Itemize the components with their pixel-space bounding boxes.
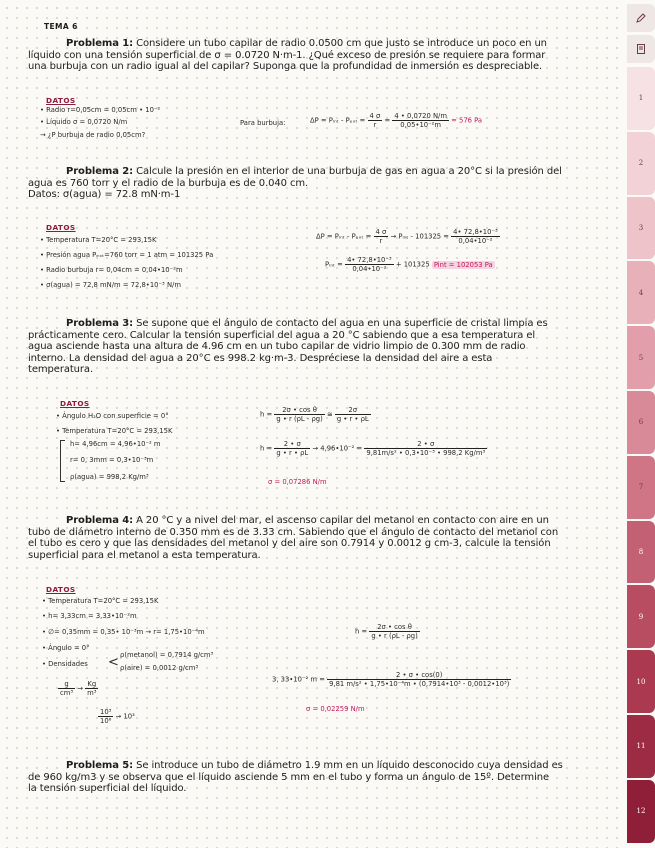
section-tab-10[interactable] <box>627 650 655 713</box>
document-icon[interactable] <box>627 35 655 63</box>
tab-number: 4 <box>638 288 644 297</box>
tab-number: 3 <box>638 223 644 232</box>
problem-2-line: agua es 760 torr y el radio de la burbuja es de 0.040 cm. <box>28 177 309 189</box>
problem-4-line: tubo de diámetro interno de 0.350 mm es de 3.33 cm. Sabiendo que el ángulo de contacto del metanol con <box>28 526 559 538</box>
section-tab-8[interactable] <box>627 521 655 584</box>
datum: → ¿P burbuja de radio 0,05cm? <box>40 131 146 139</box>
problem-3-line: interno. La densidad del agua a 20°C es 998.2 kg·m-3. Despréciese la densidad del aire a esta <box>28 352 493 364</box>
section-tab-5[interactable] <box>627 326 655 389</box>
result-highlight: Pint = 102053 Pa <box>433 260 493 269</box>
datum: h= 4,96cm = 4,96•10⁻² m <box>70 440 161 448</box>
datos-heading: DATOS <box>46 585 76 594</box>
problem-3-equation-2: h = $\frac{2 • \sigma}{g • r • \rho L}$ → 4,96•10⁻² = $\frac{2 • \sigma}{\text{9,81m/s² • 0,3•10⁻³ • 998,2 Kg/m³}}$ <box>260 440 486 457</box>
problem-1-line: Considere un tubo capilar de radio 0.0500 cm que justo se introduce un poco en un <box>136 38 547 49</box>
datos-heading: DATOS <box>46 223 76 232</box>
datum: • σ(agua) = 72,8 mN/m = 72,8•10⁻³ N/m <box>40 281 181 289</box>
result-highlight: σ = 0,02259 N/m <box>306 705 365 713</box>
problem-3-title: Problema 3: <box>66 318 134 329</box>
problem-3-equation-1: h = $\frac{\text{2σ • cos θ}}{g • r (\rho L - \rho g)}$ ≅ $\frac{2\sigma}{g • r • \rho L}$ <box>260 406 369 423</box>
datum: • Radio r=0,05cm = 0,05cm • 10⁻² <box>40 106 161 114</box>
unit-conversion-2: $\frac{\text{10³}}{\text{10⁶}}$ → 10³ <box>100 708 135 725</box>
section-tab-11[interactable] <box>627 715 655 778</box>
datum: r= 0, 3mm = 0,3•10⁻³m <box>70 456 154 464</box>
tab-number: 1 <box>638 94 644 103</box>
problem-1-title: Problema 1: <box>66 38 134 49</box>
tab-number: 9 <box>638 612 644 621</box>
datum: • Temperatura T=20°C = 293,15K <box>42 597 159 605</box>
datos-heading: DATOS <box>46 96 76 105</box>
datum: ρ(metanol) = 0,7914 g/cm³ <box>120 651 214 659</box>
section-tab-4[interactable] <box>627 261 655 324</box>
problem-4-equation-1: h = $\frac{\text{2σ • cos θ}}{g • r (\rho L - \rho g)}$ <box>355 623 418 640</box>
problem-3-line: Se supone que el ángulo de contacto del agua en una superficie de cristal limpia es <box>136 318 548 329</box>
tema-title: TEMA 6 <box>44 22 78 31</box>
datum: • Temperatura T=20°C = 293,15K <box>56 427 173 435</box>
datum: • h= 3,33cm = 3,33•10⁻²m <box>42 612 137 620</box>
datum: • Ángulo = 0° <box>42 644 90 652</box>
problem-4-statement <box>28 515 618 561</box>
section-tab-12[interactable] <box>627 780 655 843</box>
section-tabs <box>625 0 655 848</box>
bracket <box>60 440 65 482</box>
tab-number: 10 <box>636 677 646 686</box>
problem-4-title: Problema 4: <box>66 515 134 526</box>
section-tab-2[interactable] <box>627 132 655 195</box>
datum: • Líquido σ = 0,0720 N/m <box>40 118 128 126</box>
problem-5-line: de 960 kg/m3 y se observa que el líquido asciende 5 mm en el tubo y forma un ángulo de 15º. Determine <box>28 771 550 783</box>
problem-1-statement <box>28 38 618 73</box>
problem-2-line: Calcule la presión en el interior de una burbuja de gas en agua a 20°C si la presión del <box>136 166 562 177</box>
section-tab-7[interactable] <box>627 456 655 519</box>
problem-4-line: superficial para el metanol a esta temperatura. <box>28 549 261 561</box>
problem-5-title: Problema 5: <box>66 760 134 771</box>
tab-number: 2 <box>638 159 644 168</box>
datum: • Densidades <box>42 660 88 668</box>
section-tab-1[interactable] <box>627 67 655 130</box>
section-tab-6[interactable] <box>627 391 655 454</box>
datum: • ∅= 0,35mm = 0,35• 10⁻³m → r= 1,75•10⁻⁴m <box>42 628 205 636</box>
tab-number: 8 <box>638 547 644 556</box>
problem-2-equation-2: Pᵢₙₜ = $\frac{\text{4• 72,8•10⁻³}}{\text{0,04•10⁻²}}$ + 101325 Pint = 102053 Pa <box>325 256 493 273</box>
problem-3-line: prácticamente cero. Calcular la tensión superficial del agua a 20 °C sabiendo que a esa temperatura el <box>28 329 536 341</box>
problem-1-line: líquido con una tensión superficial de σ = 0.0720 N·m-1. ¿Qué exceso de presión se requiere para formar <box>28 49 546 61</box>
datum: ρ(aire) = 0,0012 g/cm³ <box>120 664 199 672</box>
problem-2-line: Datos: σ(agua) = 72.8 mN·m-1 <box>28 189 181 201</box>
problem-1-line: una burbuja con un radio igual al del capilar? Suponga que la profundidad de inmersión es despreciable. <box>28 61 543 73</box>
problem-3-line: agua asciende hasta una altura de 4.96 cm en un tubo capilar de vidrio limpio de 0.300 mm de radio <box>28 341 526 353</box>
tab-number: 5 <box>638 353 644 362</box>
problem-2-statement <box>28 166 618 201</box>
problem-2-title: Problema 2: <box>66 166 134 177</box>
problem-1-equation: ΔP = Pᵢₙₜ - Pₑₓₜ = $\frac{4 \sigma}{r}$ = $\frac{4 • 0,0720 N/m}{\text{0,05•10⁻²m}}$ = 576 Pa <box>310 112 483 129</box>
datum: • Temperatura T=20°C = 293,15K <box>40 236 157 244</box>
datum: • Ángulo H₂O con superficie = 0° <box>56 412 169 420</box>
section-tab-3[interactable] <box>627 197 655 260</box>
problem-2-equation-1: ΔP = Pᵢₙₜ - Pₑₓₜ = $\frac{4 \sigma}{r}$ → Pᵢₙₜ - 101325 = $\frac{\text{4• 72,8•10⁻³}}{\text{0,04•10⁻²}}$ <box>316 228 498 245</box>
problem-5-line: Se introduce un tubo de diámetro 1.9 mm en un líquido desconocido cuya densidad es <box>136 760 563 771</box>
datum: • Presión agua Pₑₓₜ=760 torr = 1 atm = 101325 Pa <box>40 251 214 259</box>
tab-number: 6 <box>638 418 644 427</box>
result-highlight: = 576 Pa <box>451 116 483 125</box>
datum: • Radio burbuja r= 0,04cm = 0,04•10⁻²m <box>40 266 183 274</box>
result-highlight: σ = 0,07286 N/m <box>268 478 327 486</box>
tab-number: 11 <box>636 742 646 751</box>
section-tab-9[interactable] <box>627 585 655 648</box>
problem-5-statement <box>28 760 618 795</box>
problem-5-line: la tensión superficial del líquido. <box>28 783 187 795</box>
unit-conversion: $\frac{g}{\text{cm³}}$ → $\frac{Kg}{\text{m³}}$ <box>60 680 97 697</box>
datos-heading: DATOS <box>60 399 90 408</box>
problem-4-equation-2: 3, 33•10⁻² m = $\frac{2 • \sigma • \cos(0)}{\text{9,81 m/s² • 1,75•10⁻⁴m • (0,7914•10³ - 0,0012•10³)}}$ <box>272 671 510 688</box>
para-burbuja-label: Para burbuja: <box>240 119 286 127</box>
brace-icon: < <box>108 655 119 670</box>
tab-number: 12 <box>636 807 646 816</box>
tab-number: 7 <box>638 483 644 492</box>
problem-3-line: temperatura. <box>28 364 94 376</box>
problem-4-line: el tubo es cero y que las densidades del metanol y del aire son 0.7914 y 0.0012 g cm-3, calcule la tensión <box>28 538 551 550</box>
datum: ρ(agua) = 998,2 Kg/m³ <box>70 473 149 481</box>
problem-4-line: A 20 °C y a nivel del mar, el ascenso capilar del metanol en contacto con aire en un <box>136 515 549 526</box>
problem-3-statement <box>28 318 618 376</box>
pen-icon[interactable] <box>627 4 655 32</box>
